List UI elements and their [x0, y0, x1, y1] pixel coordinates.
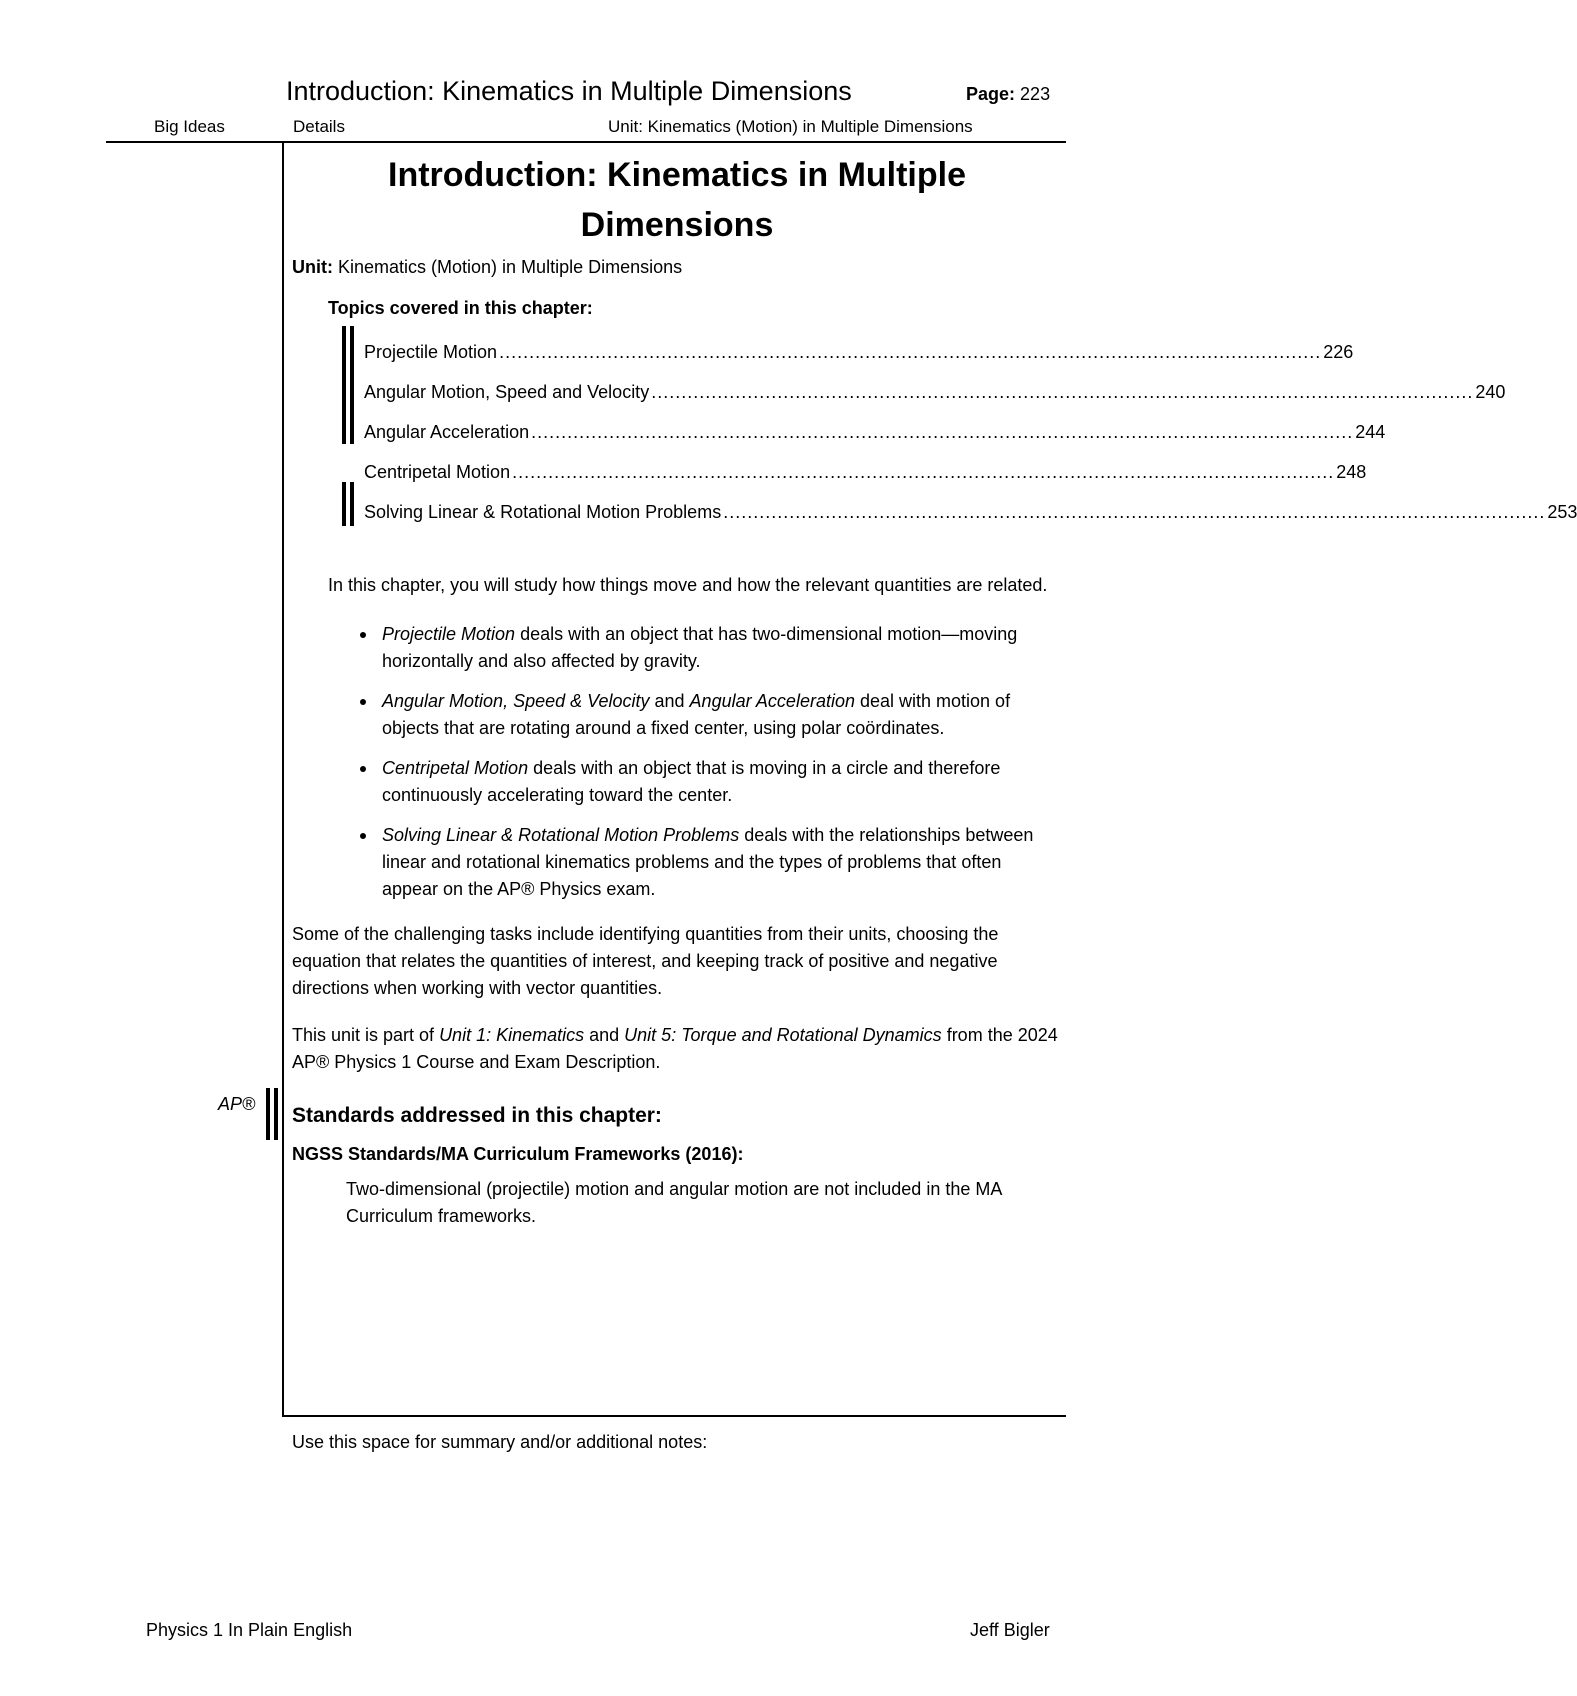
topic-title: Angular Acceleration — [364, 421, 530, 442]
column-divider — [282, 142, 284, 1417]
bullet-term: Solving Linear & Rotational Motion Problems — [382, 825, 740, 845]
footer-author: Jeff Bigler — [970, 1620, 1050, 1640]
unit-part-mid: and — [584, 1025, 625, 1045]
leader-dots: ......................................................................................................................................... — [651, 381, 1474, 402]
leader-dots: ......................................................................................................................................... — [512, 461, 1335, 482]
page-title: Introduction: Kinematics in Multiple Dimensions — [388, 156, 966, 244]
bullet-item — [382, 621, 1062, 675]
unit-part-pre: This unit is part of — [292, 1025, 440, 1045]
ap-margin-label: AP® — [218, 1094, 256, 1114]
topics-list — [364, 332, 1577, 532]
topic-page: 253 — [1547, 501, 1577, 522]
summary-prompt: Use this space for summary and/or additional notes: — [292, 1432, 708, 1452]
topic-title: Solving Linear & Rotational Motion Problems — [364, 501, 722, 522]
topic-page: 226 — [1323, 341, 1354, 362]
topic-item[interactable] — [364, 492, 1577, 532]
topic-item[interactable] — [364, 452, 1367, 492]
big-ideas-label: Big Ideas — [154, 117, 225, 136]
bullet-connector: and — [649, 691, 690, 711]
bullet-item — [382, 688, 1062, 742]
bullet-text: deals with an object that has two-dimensional motion—moving horizontally and also affected by gravity. — [382, 624, 1018, 671]
bullet-text: deal with motion of objects that are rotating around a fixed center, using polar coördinates. — [382, 691, 1011, 738]
leader-dots: ......................................................................................................................................... — [531, 421, 1354, 442]
unit-1-ref: Unit 1: Kinematics — [439, 1025, 585, 1045]
notes-divider — [282, 1415, 1066, 1417]
challenges-paragraph: Some of the challenging tasks include identifying quantities from their units, choosing the equation that relates the quantities of interest, and keeping track of positive and negative directions when working with vector quantities. — [292, 924, 999, 998]
unit-line — [292, 254, 1062, 281]
ngss-heading: NGSS Standards/MA Curriculum Frameworks (2016): — [292, 1144, 744, 1164]
topic-page: 240 — [1475, 381, 1506, 402]
bullet-term: Centripetal Motion — [382, 758, 529, 778]
intro-paragraph: In this chapter, you will study how things move and how the relevant quantities are related. — [328, 575, 1048, 595]
details-label: Details — [293, 117, 345, 136]
bullet-text: deals with the relationships between linear and rotational kinematics problems and the types of problems that often appear on the AP® Physics exam. — [382, 825, 1034, 899]
header-unit: Unit: Kinematics (Motion) in Multiple Dimensions — [608, 117, 973, 136]
unit-label: Unit: — [292, 257, 333, 277]
topic-item[interactable] — [364, 412, 1386, 452]
footer-book-title: Physics 1 In Plain English — [146, 1620, 353, 1640]
page-number-value: 223 — [1020, 84, 1051, 104]
unit-part-paragraph — [292, 1022, 1062, 1076]
topic-page: 248 — [1336, 461, 1367, 482]
standards-heading: Standards addressed in this chapter: — [292, 1104, 662, 1127]
topics-heading: Topics covered in this chapter: — [328, 298, 593, 318]
bullet-item — [382, 822, 1062, 903]
change-bar — [266, 1088, 270, 1140]
topic-item[interactable] — [364, 332, 1354, 372]
topic-item[interactable] — [364, 372, 1506, 412]
bullet-text: deals with an object that is moving in a circle and therefore continuously accelerating toward the center. — [382, 758, 1001, 805]
ngss-text: Two-dimensional (projectile) motion and angular motion are not included in the MA Curriculum frameworks. — [346, 1179, 1002, 1226]
topic-title: Centripetal Motion — [364, 461, 511, 482]
header-rule — [106, 141, 1066, 143]
leader-dots: ......................................................................................................................................... — [723, 501, 1546, 522]
topic-title: Projectile Motion — [364, 341, 498, 362]
bullet-term: Angular Motion, Speed & Velocity — [382, 691, 650, 711]
header-title: Introduction: Kinematics in Multiple Dimensions — [286, 76, 852, 106]
bullet-term: Projectile Motion — [382, 624, 516, 644]
topic-title: Angular Motion, Speed and Velocity — [364, 381, 650, 402]
page-number — [966, 84, 1050, 105]
unit-value: Kinematics (Motion) in Multiple Dimensions — [338, 257, 683, 277]
unit-5-ref: Unit 5: Torque and Rotational Dynamics — [624, 1025, 942, 1045]
bullet-list — [382, 621, 1062, 903]
bullet-item — [382, 755, 1062, 809]
topic-page: 244 — [1355, 421, 1386, 442]
page-label: Page: — [966, 84, 1016, 104]
change-bar — [274, 1088, 278, 1140]
main-content — [292, 150, 1577, 1230]
bullet-term: Angular Acceleration — [689, 691, 855, 711]
unit-part-post: from the 2024 AP® Physics 1 Course and Exam Description. — [292, 1025, 1058, 1072]
leader-dots: ......................................................................................................................................... — [499, 341, 1322, 362]
